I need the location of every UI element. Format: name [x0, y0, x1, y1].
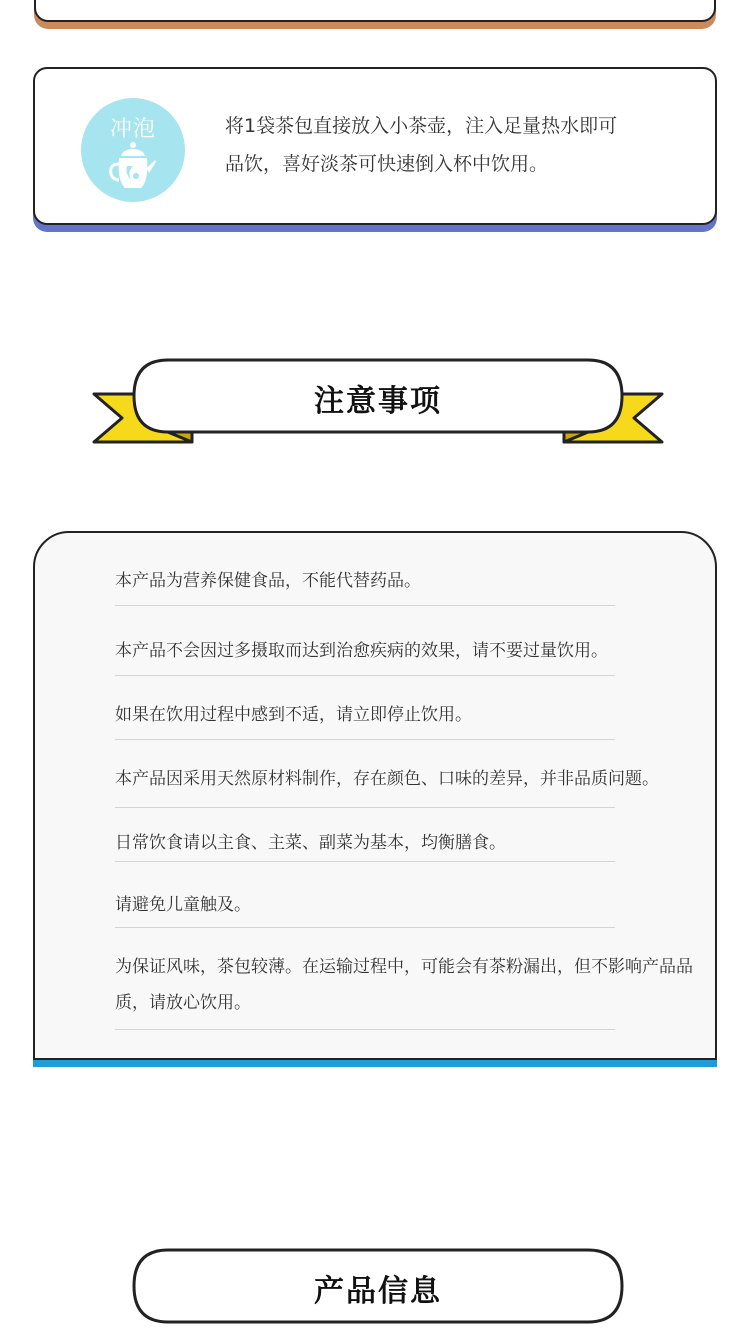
notice-divider [115, 927, 615, 928]
notice-divider [115, 861, 615, 862]
teapot-icon [81, 98, 185, 202]
notice-divider [115, 675, 615, 676]
notice-item: 为保证风味，茶包较薄。在运输过程中，可能会有茶粉漏出，但不影响产品品质，请放心饮用。 [115, 957, 693, 1013]
notice-item: 请避免儿童触及。 [115, 895, 251, 915]
teapot-glyph [109, 140, 157, 194]
product-info-ribbon [88, 1246, 668, 1342]
brew-description [225, 107, 695, 183]
notice-item: 本产品为营养保健食品，不能代替药品。 [115, 571, 421, 591]
brew-line-1: 将1袋茶包直接放入小茶壶，注入足量热水即可 [225, 115, 618, 137]
notice-item: 如果在饮用过程中感到不适，请立即停止饮用。 [115, 705, 472, 725]
notice-divider [115, 605, 615, 606]
notice-divider [115, 807, 615, 808]
notice-ribbon [88, 356, 668, 452]
previous-step-card [34, 0, 716, 22]
notice-title: 注意事项 [314, 384, 442, 419]
notice-card [33, 531, 717, 1060]
notice-item: 本产品不会因过多摄取而达到治愈疾病的效果，请不要过量饮用。 [115, 641, 608, 661]
brew-icon-label: 冲泡 [109, 117, 156, 142]
brew-instruction-card [33, 67, 717, 225]
notice-item: 日常饮食请以主食、主菜、副菜为基本，均衡膳食。 [115, 833, 506, 853]
product-info-title: 产品信息 [314, 1274, 442, 1309]
brew-line-2: 品饮，喜好淡茶可快速倒入杯中饮用。 [225, 153, 549, 175]
notice-divider [115, 1029, 615, 1030]
notice-item: 本产品因采用天然原材料制作，存在颜色、口味的差异，并非品质问题。 [115, 769, 659, 789]
notice-divider [115, 739, 615, 740]
